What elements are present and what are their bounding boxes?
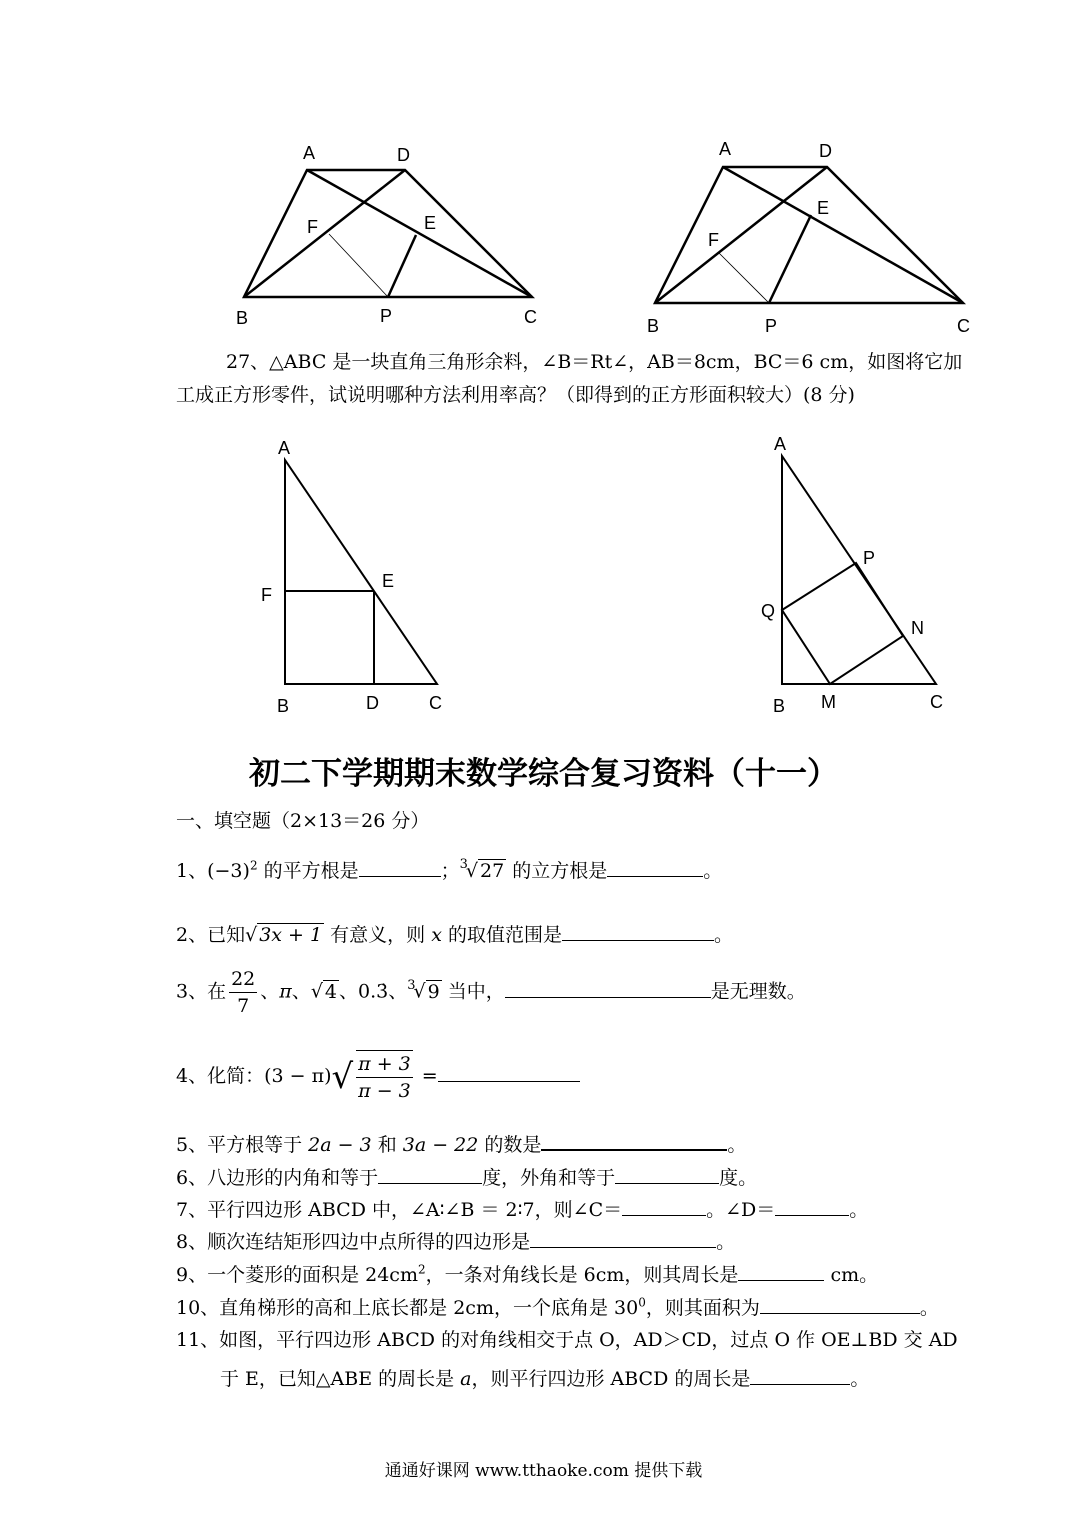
label-E: E	[817, 198, 830, 218]
q2-num: 2、已知	[176, 924, 246, 946]
figure-triangle-2	[755, 430, 965, 720]
label-C: C	[957, 316, 970, 336]
q10-text2: ，则其面积为	[645, 1297, 760, 1319]
q6-blank-1[interactable]	[378, 1165, 482, 1184]
q4-expr: (3 − π)	[264, 1065, 332, 1087]
q1-text2: 的立方根是	[506, 860, 608, 882]
label-D: D	[366, 693, 379, 713]
q5-and: 和	[371, 1134, 403, 1156]
q1-root-index: 3	[459, 857, 468, 872]
q5-blank[interactable]	[541, 1131, 727, 1151]
label-B: B	[236, 308, 249, 328]
q9-text2: ，一条对角线长是 6cm，则其周长是	[425, 1264, 739, 1286]
q11-var: a	[460, 1368, 472, 1390]
q8-end: 。	[716, 1231, 736, 1253]
q3-pi: π	[279, 980, 292, 1003]
q1-end: 。	[703, 860, 723, 882]
q7-blank-1[interactable]	[622, 1197, 706, 1216]
q11-text2: ，则平行四边形 ABCD 的周长是	[471, 1368, 751, 1390]
q9-text1: 9、一个菱形的面积是 24cm	[176, 1264, 418, 1286]
q10-end: 。	[919, 1297, 939, 1319]
q8-blank[interactable]	[530, 1229, 716, 1248]
q3-blank[interactable]	[505, 979, 711, 998]
q1-radicand: 27	[480, 860, 505, 882]
figure-triangle-1	[250, 430, 460, 720]
label-E: E	[382, 571, 395, 591]
q3-text1: 当中，	[441, 980, 505, 1003]
question-4: 4、化简：(3 − π)√ $\frac{\pi + 3}{\pi - 3}$ =	[176, 1050, 580, 1104]
q1-num: 1、	[176, 860, 208, 882]
q3-sqrt4: 4	[324, 980, 338, 1003]
q4-eq: =	[415, 1065, 438, 1087]
label-P: P	[863, 548, 876, 568]
q2-text2: 的取值范围是	[441, 924, 562, 946]
q1-expr: (−3)	[207, 860, 250, 882]
q1-blank-1[interactable]	[359, 858, 441, 877]
q1-blank-2[interactable]	[607, 858, 703, 877]
q3-end: 是无理数。	[710, 980, 806, 1003]
question-6	[176, 1163, 757, 1190]
label-F: F	[261, 585, 272, 605]
question-5	[176, 1130, 746, 1157]
q5-end: 。	[727, 1134, 747, 1156]
q10-text1: 10、直角梯形的高和上底长都是 2cm，一个底角是 30	[176, 1297, 639, 1319]
figure-trapezoid-2	[635, 135, 980, 340]
q1-sup: 2	[249, 858, 258, 873]
label-A: A	[719, 139, 732, 159]
question-7	[176, 1195, 868, 1222]
q2-end: 。	[713, 924, 733, 946]
q4-fraction	[356, 1050, 413, 1104]
q3-sep3: 、	[339, 980, 359, 1003]
label-B: B	[277, 696, 290, 716]
q9-blank[interactable]	[738, 1262, 824, 1281]
q2-radicand: 3x + 1	[259, 924, 323, 946]
q4-frac-den: π − 3	[358, 1080, 411, 1102]
question-2: 2、已知√ 3x + 1 有意义，则 x 的取值范围是 。	[176, 924, 733, 946]
q3-sep1: 、	[260, 980, 280, 1003]
label-Q: Q	[761, 601, 776, 621]
question-1: 1、$(-3)^2$ 的平方根是 ；$^3$√ 27 的立方根是 。	[176, 857, 723, 882]
q5-expr-a: 2a − 3	[308, 1134, 372, 1156]
q7-text1: 7、平行四边形 ABCD 中，∠A∶∠B ＝ 2∶7，则∠C＝	[176, 1199, 623, 1221]
q1-text1: 的平方根是	[257, 860, 359, 882]
q7-end: 。	[849, 1199, 869, 1221]
label-D: D	[819, 141, 832, 161]
q6-blank-2[interactable]	[615, 1165, 719, 1184]
q3-fraction	[229, 966, 257, 1019]
label-E: E	[424, 213, 437, 233]
page-title: 初二下学期期末数学综合复习资料（十一）	[249, 756, 838, 792]
q3-num: 3、在	[176, 980, 227, 1003]
q4-frac-num: π + 3	[356, 1051, 413, 1078]
q4-blank[interactable]	[438, 1063, 580, 1082]
q6-end: 度。	[719, 1167, 758, 1189]
label-B: B	[773, 696, 786, 716]
q9-sup: 2	[417, 1262, 426, 1277]
label-A: A	[278, 438, 291, 458]
q27-line1: 27、△ABC 是一块直角三角形余料，∠B＝Rt∠，AB＝8cm，BC＝6 cm，如图将它加	[226, 351, 963, 373]
label-B: B	[647, 316, 660, 336]
q2-var: x	[431, 924, 442, 946]
q11-end: 。	[850, 1368, 870, 1390]
label-A: A	[303, 143, 316, 163]
question-3: 3、在 $\frac{22}{7}$ 、π、√ 4 、0.3̇、$^3$√ 9 当中， 是无理数。	[176, 968, 806, 1017]
q10-blank[interactable]	[760, 1295, 920, 1314]
q3-cbrt9: 9	[427, 980, 440, 1003]
q5-expr-b: 3a − 22	[402, 1134, 479, 1156]
q11-text1: 于 E，已知△ABE 的周长是	[220, 1368, 461, 1390]
figure-trapezoid-1	[225, 140, 555, 335]
label-C: C	[524, 307, 537, 327]
section-fill-in: 一、填空题（2×13＝26 分）	[176, 810, 430, 832]
q6-text2: 度，外角和等于	[482, 1167, 616, 1189]
label-C: C	[930, 692, 943, 712]
q7-text2: 。∠D＝	[706, 1199, 776, 1221]
question-10	[176, 1293, 939, 1320]
label-P: P	[765, 316, 778, 336]
q3-frac-den: 7	[237, 995, 250, 1017]
q2-blank[interactable]	[562, 922, 714, 941]
footer-credit: 通通好课网 www.tthaoke.com 提供下载	[384, 1461, 703, 1481]
q5-num: 5、平方根等于	[176, 1134, 309, 1156]
label-D: D	[397, 145, 410, 165]
q10-sup: 0	[638, 1295, 646, 1310]
q4-num: 4、化简：	[176, 1065, 265, 1087]
q11-line1: 11、如图，平行四边形 ABCD 的对角线相交于点 O，AD＞CD，过点 O 作 OE⊥BD 交 AD	[176, 1329, 958, 1351]
q7-blank-2[interactable]	[775, 1197, 849, 1216]
label-A: A	[774, 434, 787, 454]
label-P: P	[380, 306, 393, 326]
question-9	[176, 1260, 878, 1287]
q8-text1: 8、顺次连结矩形四边中点所得的四边形是	[176, 1231, 531, 1253]
q3-sep2: 、	[291, 980, 311, 1003]
q1-sep: ；	[440, 860, 460, 882]
q5-text: 的数是	[478, 1134, 542, 1156]
question-8	[176, 1227, 735, 1254]
q9-end: cm。	[824, 1264, 879, 1286]
q2-text1: 有意义，则	[324, 924, 432, 946]
label-M: M	[821, 692, 836, 712]
question-27	[176, 346, 1036, 412]
q3-sep4: 、	[388, 980, 408, 1003]
label-F: F	[708, 230, 719, 250]
label-F: F	[307, 217, 318, 237]
label-N: N	[911, 618, 924, 638]
q3-frac-num: 22	[229, 966, 257, 993]
q11-blank[interactable]	[750, 1366, 850, 1385]
q6-text1: 6、八边形的内角和等于	[176, 1167, 379, 1189]
label-C: C	[429, 693, 442, 713]
q27-line2: 工成正方形零件，试说明哪种方法利用率高？（即得到的正方形面积较大）(8 分)	[176, 384, 855, 406]
q3-root-index: 3	[407, 977, 416, 993]
q3-decimal: 0.3̇	[358, 980, 389, 1003]
question-11	[176, 1325, 958, 1391]
